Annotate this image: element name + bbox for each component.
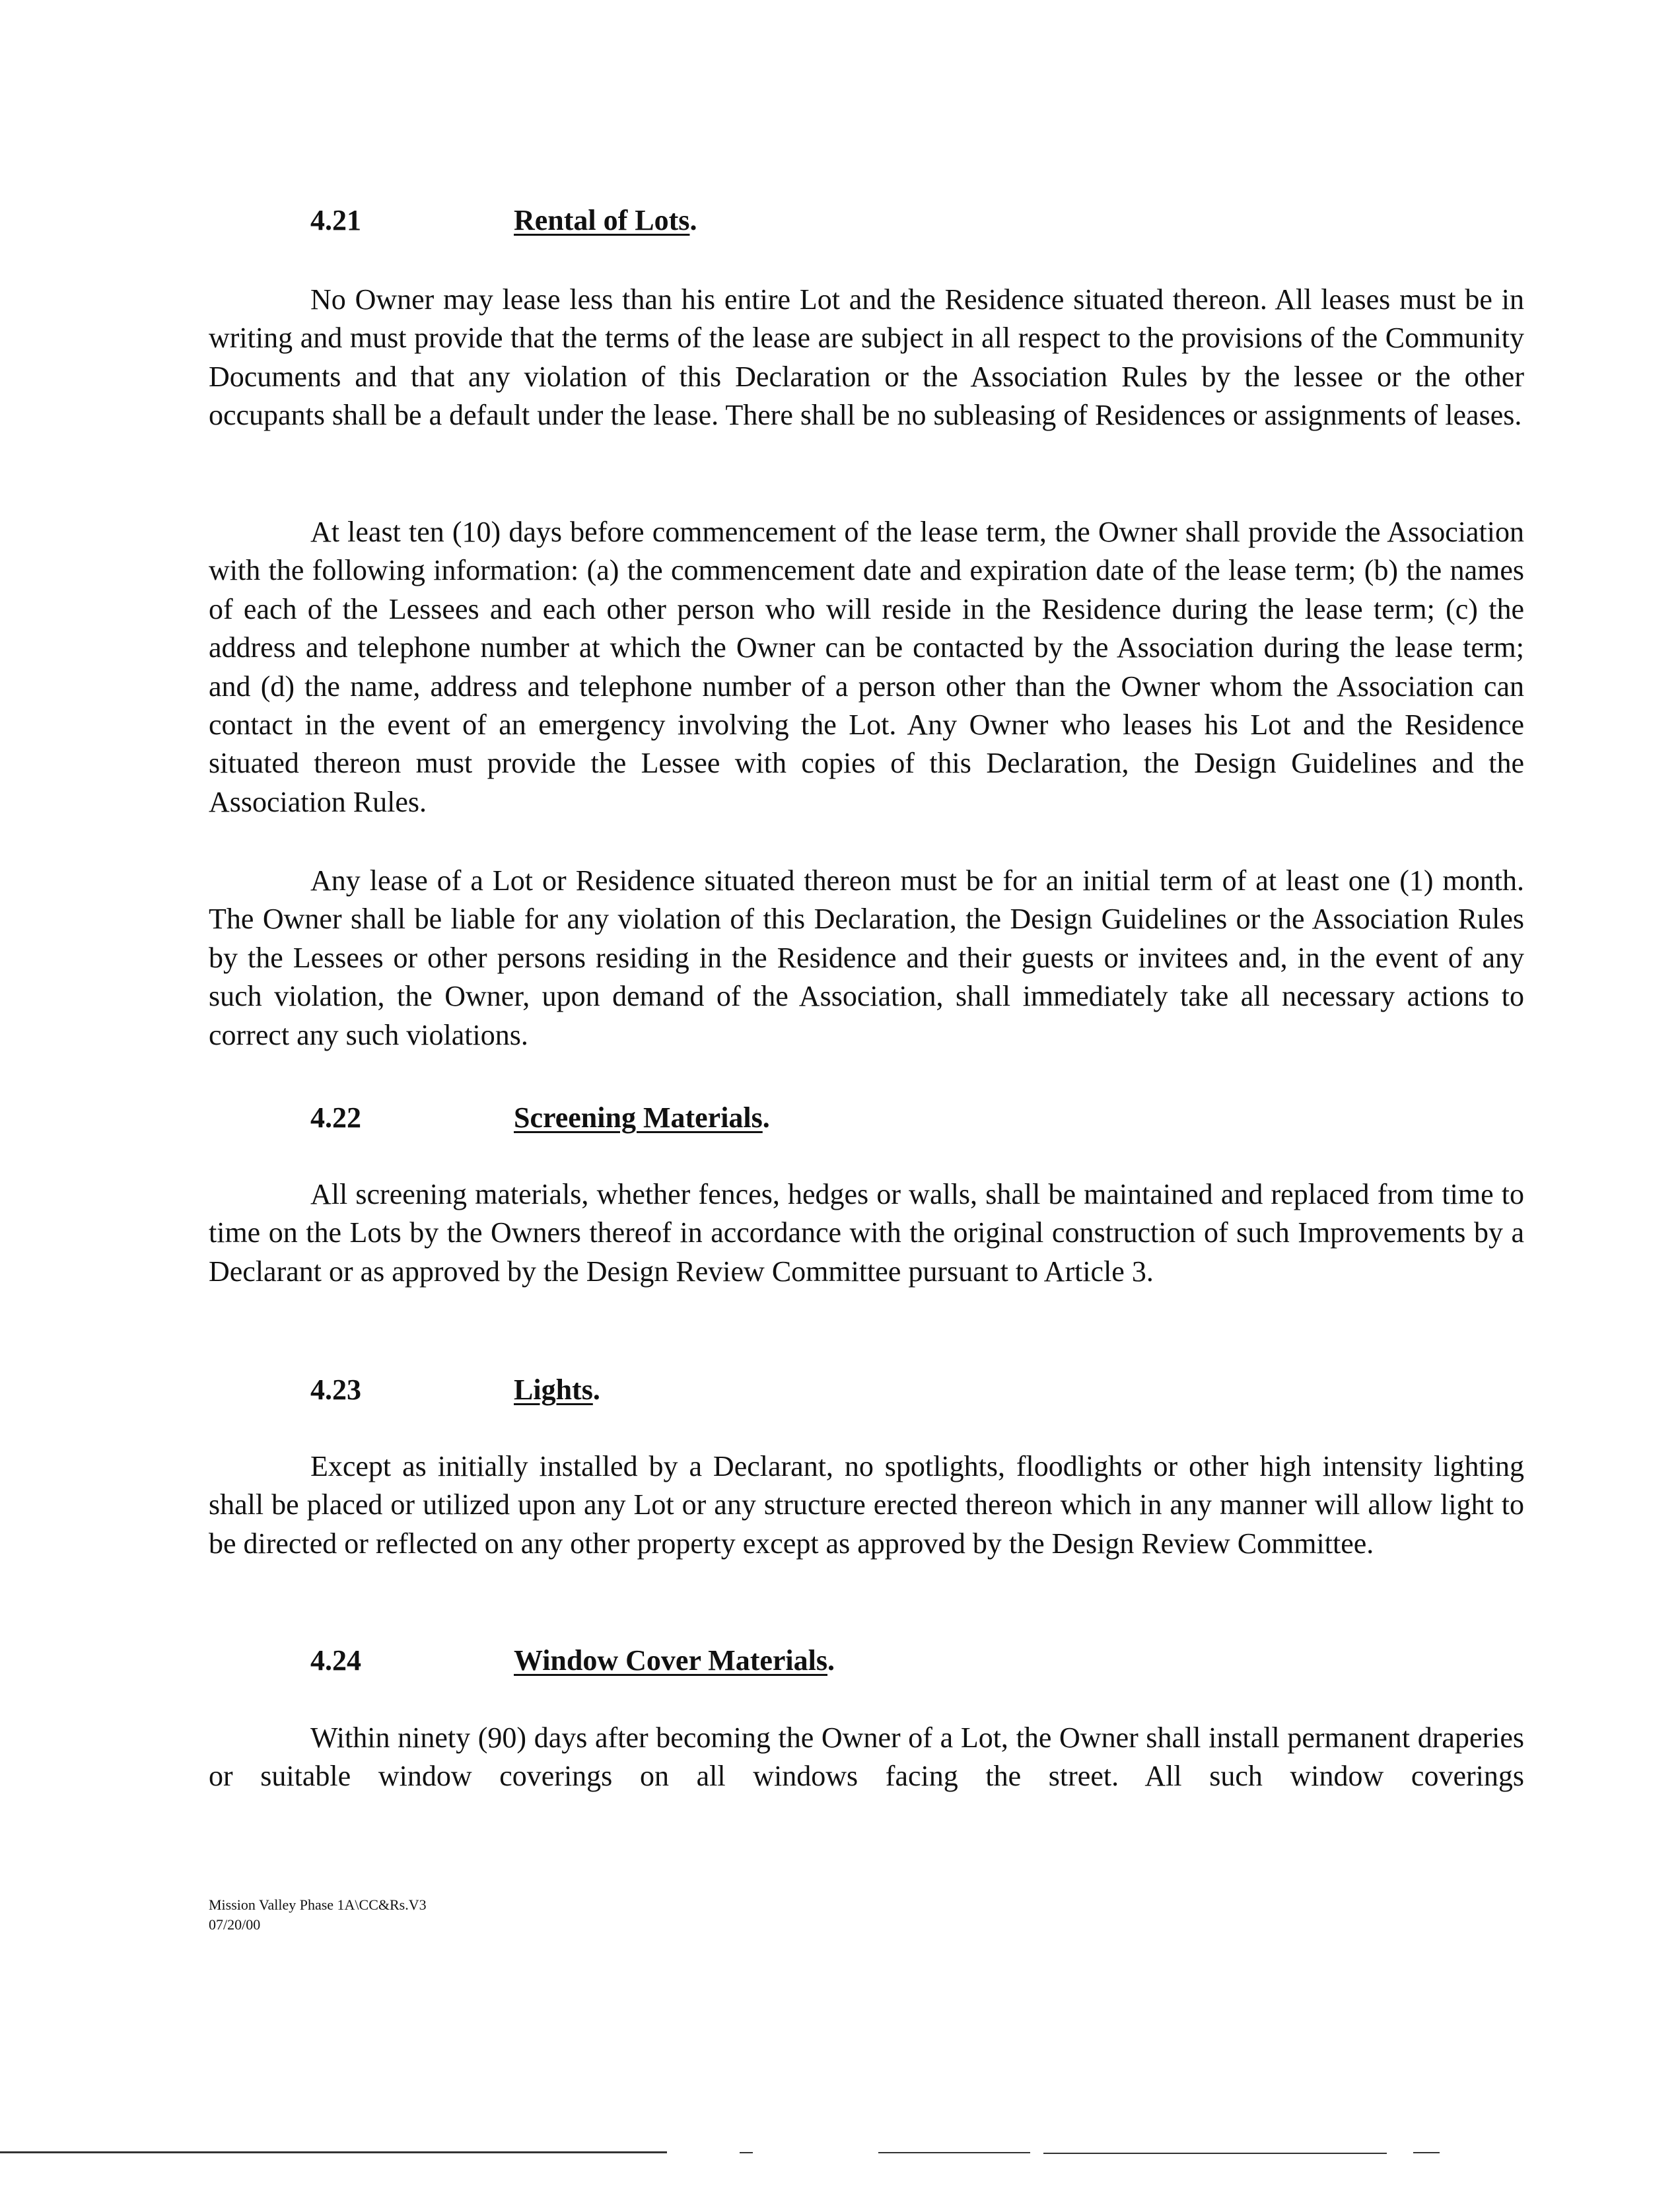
section-number: 4.22 xyxy=(310,1101,361,1134)
scan-artifact-line xyxy=(740,2152,753,2153)
scan-artifact-line xyxy=(0,2151,667,2153)
section-number: 4.23 xyxy=(310,1373,361,1406)
paragraph-4-21-1: No Owner may lease less than his entire Lot and the Residence situated thereon. All leases must be in writing and must provide that the terms of the lease are subject in all respect to the provisions of the Community Documents and that any violation of this Declaration or the Association Rules by the lessee or the other occupants shall be a default under the lease. There shall be no subleasing of Residences or assignments of leases. xyxy=(209,283,1524,432)
paragraph-4-24-1: Within ninety (90) days after becoming the Owner of a Lot, the Owner shall install permanent draperies or suitable window coverings on all windows facing the street. All such window coverings xyxy=(209,1721,1524,1793)
section-heading-4-22 xyxy=(310,1099,770,1136)
scan-artifact-line xyxy=(1413,2152,1440,2153)
section-title-period: . xyxy=(689,204,697,236)
section-title: Screening Materials xyxy=(514,1101,763,1134)
paragraph-4-21-2: At least ten (10) days before commencement of the lease term, the Owner shall provide the Association with the following information: (a) the commencement date and expiration date of the lease term; (b) the names of each of the Lessees and each other person who will reside in the Residence during the lease term; (c) the address and telephone number at which the Owner can be contacted by the Association during the lease term; and (d) the name, address and telephone number of a person other than the Owner whom the Association can contact in the event of an emergency involving the Lot. Any Owner who leases his Lot and the Residence situated thereon must provide the Lessee with copies of this Declaration, the Design Guidelines and the Association Rules. xyxy=(209,516,1524,818)
section-number: 4.24 xyxy=(310,1644,361,1677)
paragraph-4-23-1: Except as initially installed by a Declarant, no spotlights, floodlights or other high intensity lighting shall be placed or utilized upon any Lot or any structure erected thereon which in any manner will allow light to be directed or reflected on any other property except as approved by the Design Review Committee. xyxy=(209,1450,1524,1560)
section-heading-4-24 xyxy=(310,1642,835,1679)
paragraph-4-21-3: Any lease of a Lot or Residence situated thereon must be for an initial term of at least one (1) month. The Owner shall be liable for any violation of this Declaration, the Design Guidelines or the Association Rules by the Lessees or other persons residing in the Residence and their guests or invitees and, in the event of any such violation, the Owner, upon demand of the Association, shall immediately take all necessary actions to correct any such violations. xyxy=(209,864,1524,1051)
scan-artifact-line xyxy=(878,2152,1030,2153)
section-title-period: . xyxy=(762,1101,770,1134)
section-title: Window Cover Materials xyxy=(514,1644,827,1677)
page-footer xyxy=(209,1895,427,1935)
footer-date: 07/20/00 xyxy=(209,1916,261,1933)
scan-artifact-line xyxy=(1043,2153,1387,2154)
section-title: Rental of Lots xyxy=(514,204,690,236)
section-heading-4-21 xyxy=(310,202,697,238)
section-title-period: . xyxy=(592,1373,600,1406)
section-title-period: . xyxy=(827,1644,835,1677)
section-title: Lights xyxy=(514,1373,593,1406)
paragraph-4-22-1: All screening materials, whether fences, hedges or walls, shall be maintained and replaced from time to time on the Lots by the Owners thereof in accordance with the original construction of such Improvements by a Declarant or as approved by the Design Review Committee pursuant to Article 3. xyxy=(209,1178,1524,1288)
footer-doc-ref: Mission Valley Phase 1A\CC&Rs.V3 xyxy=(209,1896,427,1913)
section-heading-4-23 xyxy=(310,1371,600,1408)
section-number: 4.21 xyxy=(310,204,361,236)
